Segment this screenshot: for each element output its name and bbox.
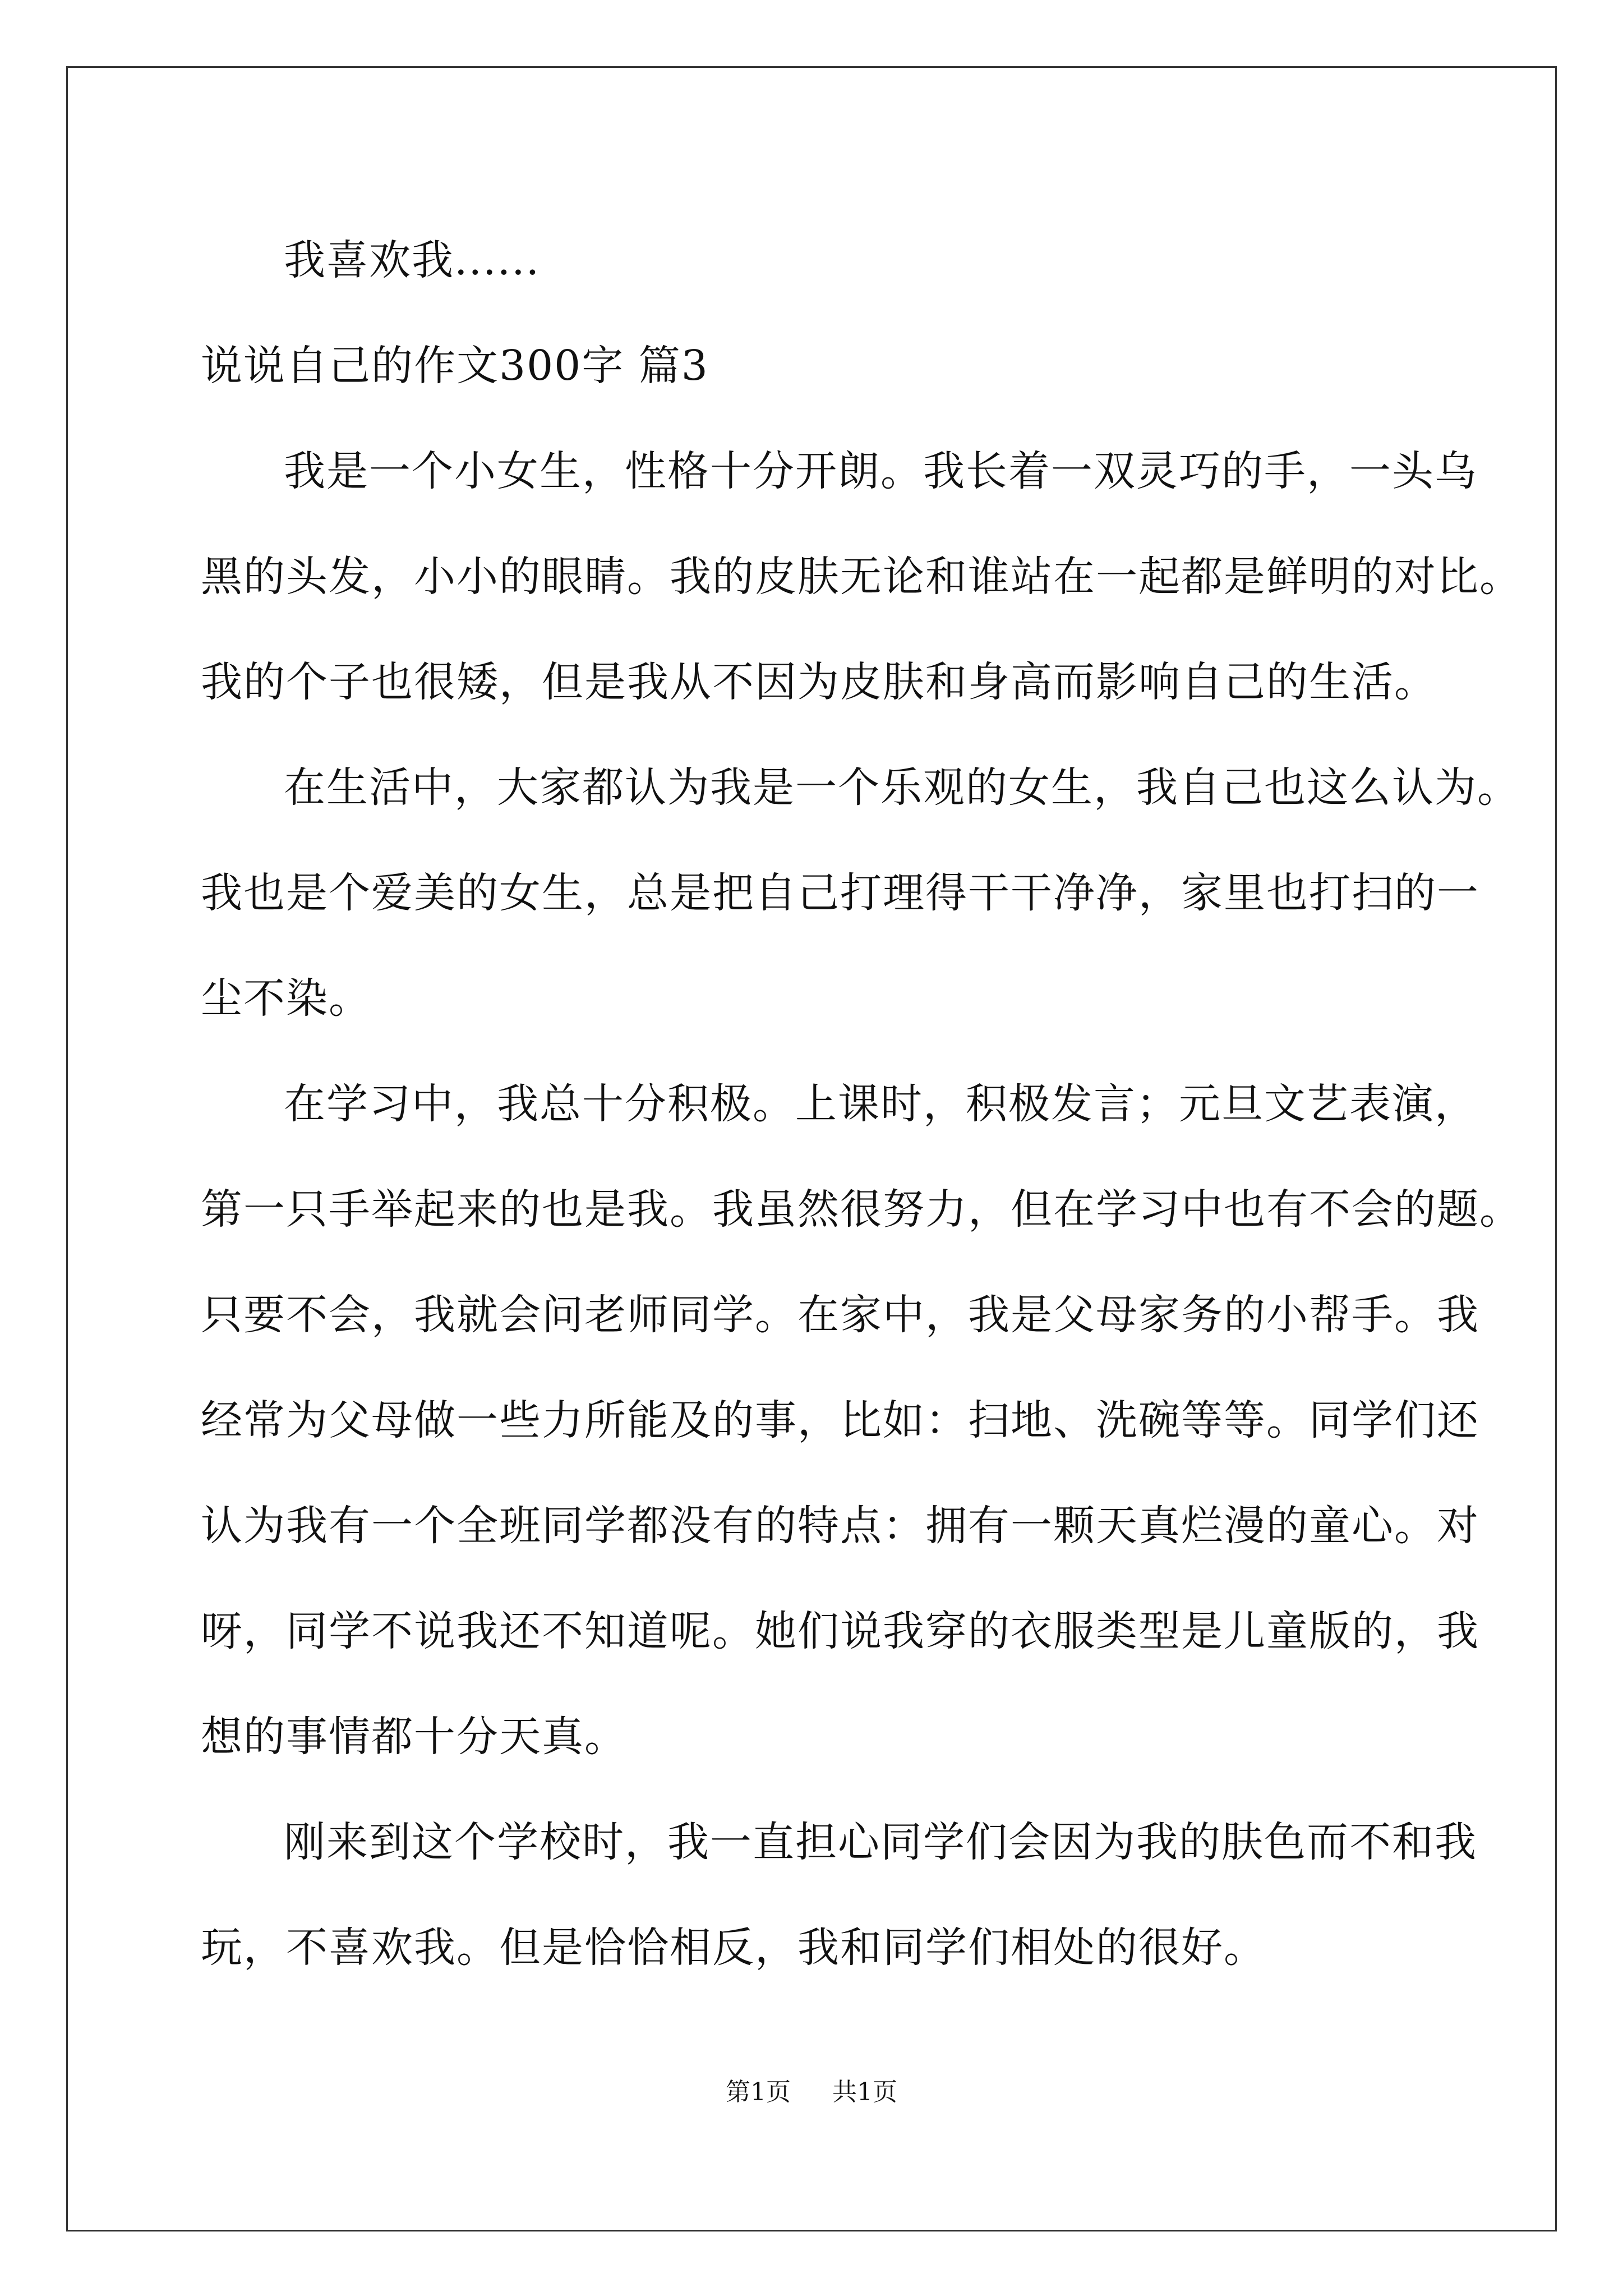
text-line: 在学习中，我总十分积极。上课时，积极发言；元旦文艺表演， bbox=[284, 1080, 1477, 1128]
page-total: 共1页 bbox=[832, 2078, 897, 2106]
text-line: 尘不染。 bbox=[201, 974, 371, 1023]
text-line: 我的个子也很矮，但是我从不因为皮肤和身高而影响自己的生活。 bbox=[201, 658, 1437, 706]
text-line: 经常为父母做一些力所能及的事，比如：扫地、洗碗等等。同学们还 bbox=[201, 1396, 1479, 1444]
text-line: 想的事情都十分天真。 bbox=[201, 1713, 627, 1761]
document-body bbox=[201, 208, 1522, 2000]
text-line: 认为我有一个全班同学都没有的特点：拥有一颗天真烂漫的童心。对 bbox=[201, 1502, 1479, 1550]
text-line: 玩，不喜欢我。但是恰恰相反，我和同学们相处的很好。 bbox=[201, 1924, 1266, 1972]
text-line: 我喜欢我...... bbox=[284, 236, 541, 284]
page-number: 第1页 bbox=[726, 2078, 791, 2106]
text-line: 我是一个小女生，性格十分开朗。我长着一双灵巧的手，一头乌 bbox=[284, 447, 1477, 495]
section-heading: 说说自己的作文300字 篇3 bbox=[201, 342, 709, 390]
text-line: 在生活中，大家都认为我是一个乐观的女生，我自己也这么认为。 bbox=[284, 763, 1520, 812]
text-line: 刚来到这个学校时，我一直担心同学们会因为我的肤色而不和我 bbox=[284, 1818, 1477, 1866]
text-line: 只要不会，我就会问老师同学。在家中，我是父母家务的小帮手。我 bbox=[201, 1291, 1479, 1339]
text-line: 我也是个爱美的女生，总是把自己打理得干干净净，家里也打扫的一 bbox=[201, 869, 1479, 917]
text-line: 黑的头发，小小的眼睛。我的皮肤无论和谁站在一起都是鲜明的对比。 bbox=[201, 553, 1522, 601]
page-footer bbox=[0, 2076, 1623, 2109]
text-line: 呀，同学不说我还不知道呢。她们说我穿的衣服类型是儿童版的，我 bbox=[201, 1607, 1479, 1655]
text-line: 第一只手举起来的也是我。我虽然很努力，但在学习中也有不会的题。 bbox=[201, 1185, 1522, 1234]
